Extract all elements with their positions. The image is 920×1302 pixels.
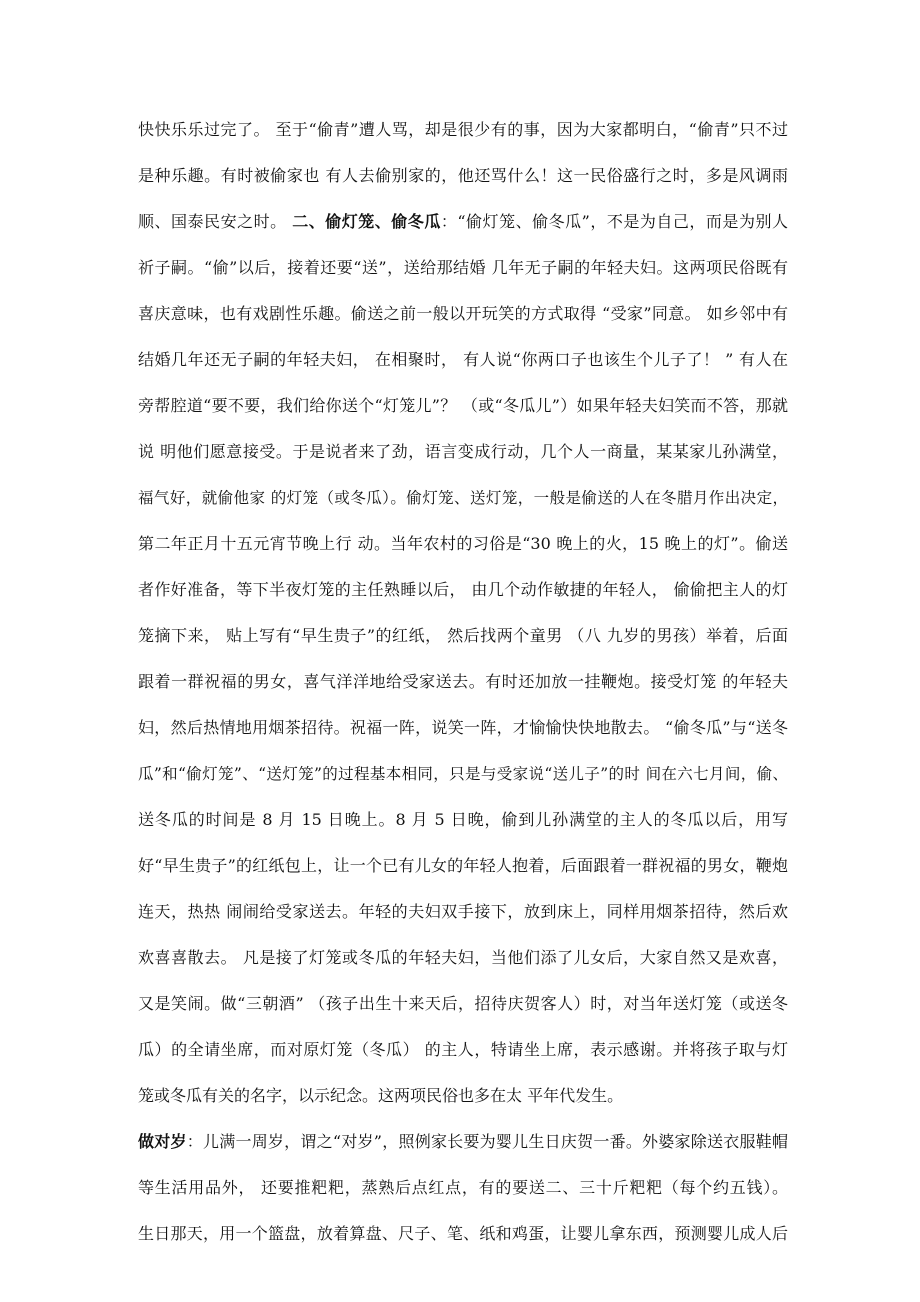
- text-line: 笼或冬瓜有关的名字，以示纪念。这两项民俗也多在太 平年代发生。: [138, 1086, 624, 1105]
- text-line: 者作好准备，等下半夜灯笼的主任熟睡以后， 由几个动作敏捷的年轻人， 偷偷把主人的灯: [138, 580, 788, 599]
- text-line: 等生活用品外， 还要推粑粑，蒸熟后点红点，有的要送二、三十斤粑粑（每个约五钱）。: [138, 1178, 788, 1197]
- section-heading: 做对岁: [138, 1132, 187, 1151]
- text-line: 说 明他们愿意接受。于是说者来了劲，语言变成行动，几个人一商量，某某家儿孙满堂，: [138, 442, 788, 461]
- text-line: 福气好，就偷他家 的灯笼（或冬瓜）。偷灯笼、送灯笼，一般是偷送的人在冬腊月作出决定，: [138, 489, 788, 507]
- text-line: 祈子嗣。“偷”以后，接着还要“送”，送给那结婚 几年无子嗣的年轻夫妇。这两项民俗既有: [138, 258, 788, 277]
- text-line: 欢喜喜散去。 凡是接了灯笼或冬瓜的年轻夫妇，当他们添了儿女后，大家自然又是欢喜，: [138, 948, 788, 967]
- section-heading: 二、偷灯笼、偷冬瓜: [292, 212, 441, 231]
- text-segment: ：“偷灯笼、偷冬瓜”，不是为自己，而是为别人: [440, 212, 788, 231]
- text-line: 好“早生贵子”的红纸包上，让一个已有儿女的年轻人抱着，后面跟着一群祝福的男女，鞭炮: [138, 856, 788, 875]
- text-line: 结婚几年还无子嗣的年轻夫妇， 在相聚时， 有人说“你两口子也该生个儿子了！ ” 有人在: [138, 350, 788, 369]
- text-line: 又是笑闹。做“三朝酒” （孩子出生十来天后，招待庆贺客人）时，对当年送灯笼（或送冬: [138, 994, 788, 1013]
- text-line: 妇，然后热情地用烟茶招待。祝福一阵，说笑一阵，才愉愉快快地散去。 “偷冬瓜”与“送冬: [138, 718, 788, 737]
- text-line: [138, 1129, 788, 1155]
- text-line: 送冬瓜的时间是 8 月 15 日晚上。8 月 5 日晚，偷到儿孙满堂的主人的冬瓜以后，用写: [138, 810, 788, 829]
- text-line: 连天，热热 闹闹给受家送去。年轻的夫妇双手接下，放到床上，同样用烟茶招待，然后欢: [138, 902, 788, 921]
- text-line: 瓜”和“偷灯笼”、“送灯笼”的过程基本相同，只是与受家说“送儿子”的时 间在六七月间，偷、: [138, 765, 788, 783]
- text-line: 快快乐乐过完了。 至于“偷青”遭人骂，却是很少有的事，因为大家都明白，“偷青”只不过: [138, 120, 788, 139]
- text-line: 旁帮腔道“要不要，我们给你送个“灯笼儿”？ （或“冬瓜儿”）如果年轻夫妇笑而不答，那就: [138, 396, 788, 415]
- text-line: 是种乐趣。有时被偷家也 有人去偷别家的，他还骂什么！这一民俗盛行之时，多是风调雨: [138, 166, 788, 185]
- text-line: 笼摘下来， 贴上写有“早生贵子”的红纸， 然后找两个童男 （八 九岁的男孩）举着，后面: [138, 626, 788, 645]
- text-line: 瓜）的全请坐席，而对原灯笼（冬瓜） 的主人，特请坐上席，表示感谢。并将孩子取与灯: [138, 1040, 788, 1059]
- text-segment: 顺、国泰民安之时。: [138, 212, 293, 231]
- text-line: 生日那天，用一个篮盘，放着算盘、尺子、笔、纸和鸡蛋，让婴儿拿东西，预测婴儿成人后: [138, 1224, 788, 1243]
- text-line: 跟着一群祝福的男女，喜气洋洋地给受家送去。有时还加放一挂鞭炮。接受灯笼 的年轻夫: [138, 672, 788, 691]
- text-line: 第二年正月十五元宵节晚上行 动。当年农村的习俗是“30 晚上的火，15 晚上的灯”。偷送: [138, 534, 788, 553]
- text-segment: ：儿满一周岁，谓之“对岁”，照例家长要为婴儿生日庆贺一番。外婆家除送衣服鞋帽: [186, 1132, 788, 1151]
- text-line: [138, 209, 788, 235]
- text-line: 喜庆意味，也有戏剧性乐趣。偷送之前一般以开玩笑的方式取得 “受家”同意。 如乡邻中有: [138, 304, 788, 323]
